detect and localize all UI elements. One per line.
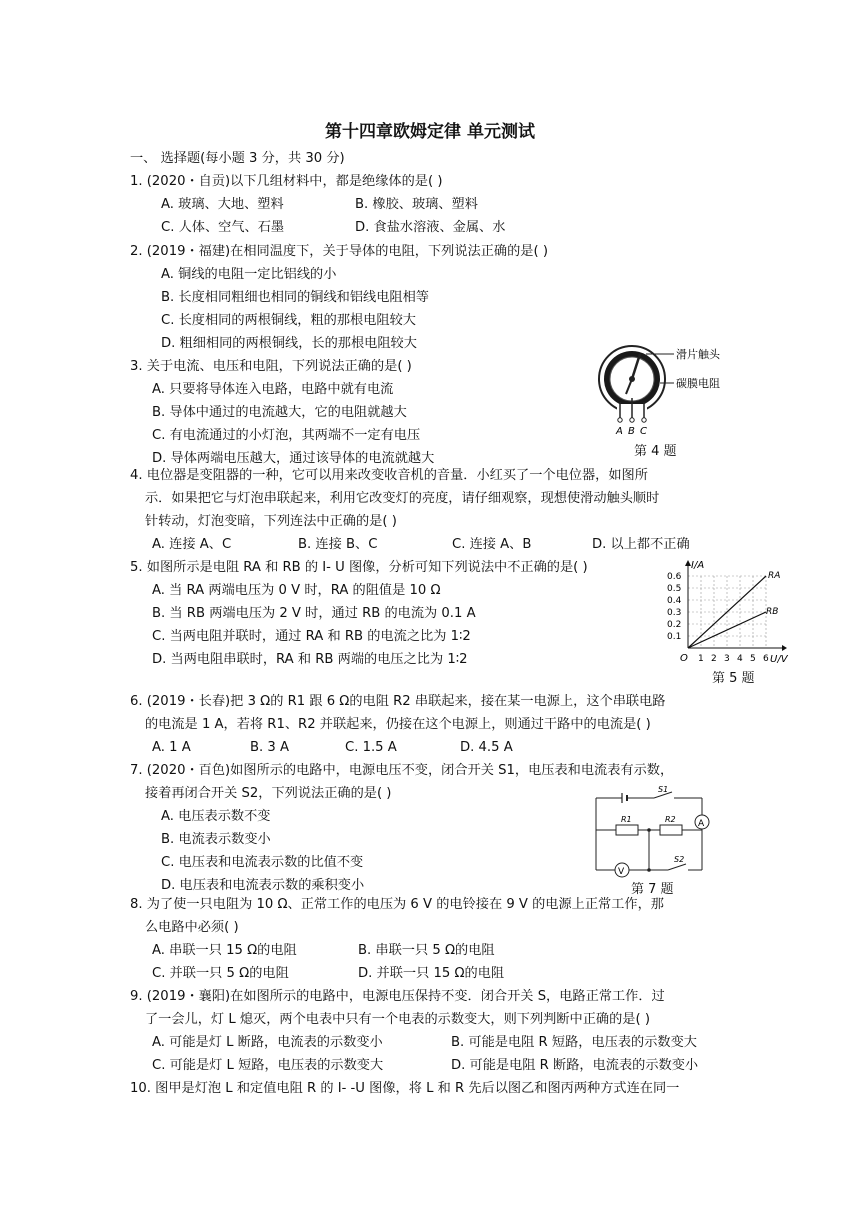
y-tick: 0.3 <box>667 608 682 618</box>
label-slider: 滑片触头 <box>676 348 720 361</box>
switch-s2 <box>668 864 686 870</box>
q2-option-d: D. 粗细相同的两根铜线，长的那根电阻较大 <box>161 336 417 351</box>
ammeter-label: A <box>698 819 705 829</box>
q9-option-b: B. 可能是电阻 R 短路，电压表的示数变大 <box>451 1035 697 1050</box>
q9-option-c: C. 可能是灯 L 短路，电压表的示数变大 <box>152 1058 384 1073</box>
q2-stem: 2. (2019・福建)在相同温度下，关于导体的电阻，下列说法正确的是( ) <box>130 244 548 259</box>
q4-option-a: A. 连接 A、C <box>152 537 232 552</box>
q1-option-a: A. 玻璃、大地、塑料 <box>161 197 284 212</box>
q4-option-b: B. 连接 B、C <box>298 537 378 552</box>
terminal-b: B <box>628 426 635 437</box>
q6-stem-line2: 的电流是 1 A，若将 R1、R2 并联起来，仍接在这个电源上，则通过干路中的电流是( ) <box>145 717 651 732</box>
q7-stem-line2: 接着再闭合开关 S2，下列说法正确的是( ) <box>145 786 392 801</box>
q9-option-d: D. 可能是电阻 R 断路，电流表的示数变小 <box>451 1058 699 1073</box>
fig5-caption: 第 5 题 <box>712 671 755 686</box>
y-tick: 0.1 <box>667 632 682 642</box>
q5-stem: 5. 如图所示是电阻 RA 和 RB 的 I- U 图像，分析可知下列说法中不正确的是( ) <box>130 560 588 575</box>
q6-option-d: D. 4.5 A <box>460 740 513 755</box>
page-title: 第十四章欧姆定律 单元测试 <box>325 122 535 142</box>
y-axis-label: I/A <box>691 560 705 571</box>
x-tick: 6 <box>763 654 769 664</box>
s1-label: S1 <box>658 785 669 794</box>
potentiometer-figure <box>596 340 746 440</box>
q5-option-c: C. 当两电阻并联时，通过 RA 和 RB 的电流之比为 1∶2 <box>152 629 471 644</box>
section-heading: 一、 选择题(每小题 3 分，共 30 分) <box>130 151 345 166</box>
q4-stem-line3: 针转动，灯泡变暗，下列连法中正确的是( ) <box>145 514 397 529</box>
q7-stem-line1: 7. (2020・百色)如图所示的电路中，电源电压不变，闭合开关 S1，电压表和电流表有示数， <box>130 763 674 778</box>
r1-label: R1 <box>621 815 632 824</box>
q8-option-d: D. 并联一只 15 Ω的电阻 <box>358 966 505 981</box>
q7-option-d: D. 电压表和电流表示数的乘积变小 <box>161 878 365 893</box>
y-tick: 0.5 <box>667 584 682 594</box>
q6-stem-line1: 6. (2019・长春)把 3 Ω的 R1 跟 6 Ω的电阻 R2 串联起来，接在某一电源上，这个串联电路 <box>130 694 666 709</box>
y-tick: 0.6 <box>667 572 682 582</box>
q1-stem: 1. (2020・自贡)以下几组材料中，都是绝缘体的是( ) <box>130 174 443 189</box>
q5-option-d: D. 当两电阻串联时，RA 和 RB 两端的电压之比为 1∶2 <box>152 652 468 667</box>
q10-stem-line1: 10. 图甲是灯泡 L 和定值电阻 R 的 I- -U 图像，将 L 和 R 先后以图乙和图丙两种方式连在同一 <box>130 1081 680 1096</box>
q8-stem-line2: 么电路中必须( ) <box>145 920 239 935</box>
y-tick: 0.2 <box>667 620 682 630</box>
q6-option-b: B. 3 A <box>250 740 290 755</box>
q2-option-b: B. 长度相同粗细也相同的铜线和铝线电阻相等 <box>161 290 429 305</box>
q8-option-c: C. 并联一只 5 Ω的电阻 <box>152 966 289 981</box>
q3-option-b: B. 导体中通过的电流越大，它的电阻就越大 <box>152 405 407 420</box>
q1-option-d: D. 食盐水溶液、金属、水 <box>355 220 506 235</box>
q4-option-c: C. 连接 A、B <box>452 537 532 552</box>
q8-option-b: B. 串联一只 5 Ω的电阻 <box>358 943 495 958</box>
label-film: 碳膜电阻 <box>676 377 720 390</box>
q3-option-a: A. 只要将导体连入电路，电路中就有电流 <box>152 382 394 397</box>
q6-option-c: C. 1.5 A <box>345 740 397 755</box>
q8-option-a: A. 串联一只 15 Ω的电阻 <box>152 943 297 958</box>
q3-option-c: C. 有电流通过的小灯泡，其两端不一定有电压 <box>152 428 421 443</box>
terminal-a: A <box>616 426 623 437</box>
q9-stem-line2: 了一会儿，灯 L 熄灭，两个电表中只有一个电表的示数变大，则下列判断中正确的是( ) <box>145 1012 650 1027</box>
q6-option-a: A. 1 A <box>152 740 191 755</box>
x-tick: 2 <box>711 654 717 664</box>
q8-stem-line1: 8. 为了使一只电阻为 10 Ω、正常工作的电压为 6 V 的电铃接在 9 V 的电源上正常工作，那 <box>130 897 664 912</box>
resistor-r1 <box>616 825 638 835</box>
x-tick: 1 <box>698 654 704 664</box>
r2-label: R2 <box>665 815 676 824</box>
q4-stem-line2: 示．如果把它与灯泡串联起来，利用它改变灯的亮度，请仔细观察，现想使滑动触头顺时 <box>145 491 660 506</box>
label-rb: RB <box>766 607 779 617</box>
q7-option-c: C. 电压表和电流表示数的比值不变 <box>161 855 364 870</box>
q3-stem: 3. 关于电流、电压和电阻，下列说法正确的是( ) <box>130 359 412 374</box>
origin-label: O <box>680 653 688 664</box>
resistor-r2 <box>660 825 682 835</box>
q7-option-a: A. 电压表示数不变 <box>161 809 271 824</box>
x-tick: 4 <box>737 654 743 664</box>
circuit-figure-7 <box>592 784 716 878</box>
q4-option-d: D. 以上都不正确 <box>592 537 690 552</box>
x-tick: 3 <box>724 654 730 664</box>
q4-stem-line1: 4. 电位器是变阻器的一种，它可以用来改变收音机的音量．小红买了一个电位器，如图所 <box>130 468 648 483</box>
q3-option-d: D. 导体两端电压越大，通过该导体的电流就越大 <box>152 451 435 466</box>
s2-label: S2 <box>674 855 685 864</box>
label-ra: RA <box>768 571 781 581</box>
fig4-caption: 第 4 题 <box>634 444 677 459</box>
q9-stem-line1: 9. (2019・襄阳)在如图所示的电路中，电源电压保持不变．闭合开关 S，电路正常工作．过 <box>130 989 665 1004</box>
q1-option-b: B. 橡胶、玻璃、塑料 <box>355 197 478 212</box>
q1-option-c: C. 人体、空气、石墨 <box>161 220 285 235</box>
voltmeter-label: V <box>618 867 625 877</box>
q5-option-a: A. 当 RA 两端电压为 0 V 时，RA 的阻值是 10 Ω <box>152 583 441 598</box>
x-tick: 5 <box>750 654 756 664</box>
fig7-caption: 第 7 题 <box>631 882 674 897</box>
q2-option-a: A. 铜线的电阻一定比铝线的小 <box>161 267 337 282</box>
terminal-c: C <box>640 426 647 437</box>
q5-option-b: B. 当 RB 两端电压为 2 V 时，通过 RB 的电流为 0.1 A <box>152 606 476 621</box>
iu-graph-figure <box>660 558 795 668</box>
q2-option-c: C. 长度相同的两根铜线，粗的那根电阻较大 <box>161 313 416 328</box>
q7-option-b: B. 电流表示数变小 <box>161 832 271 847</box>
x-axis-label: U/V <box>770 654 788 665</box>
q9-option-a: A. 可能是灯 L 断路，电流表的示数变小 <box>152 1035 383 1050</box>
y-tick: 0.4 <box>667 596 682 606</box>
